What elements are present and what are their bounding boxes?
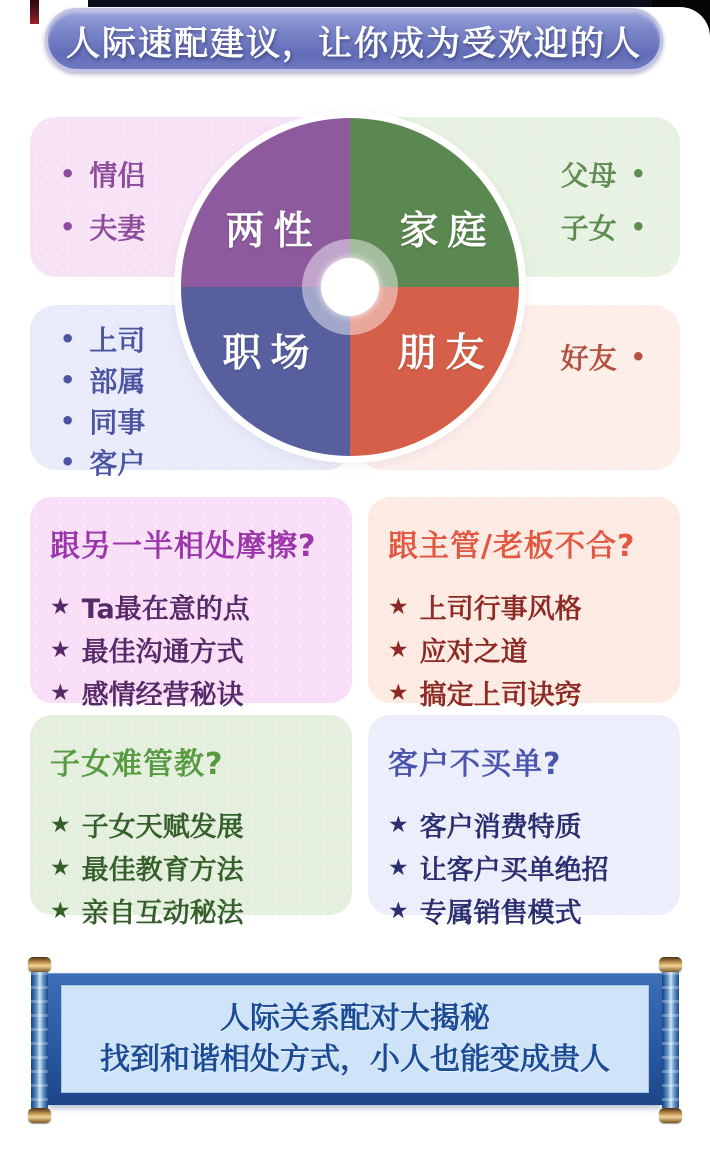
bullet-dot-icon: • — [60, 159, 76, 188]
card-item — [50, 585, 338, 628]
card-item — [388, 628, 666, 671]
roller-cap-icon — [28, 1108, 51, 1123]
card-item-label: 专属销售模式 — [419, 898, 582, 929]
bullet-dot-icon: • — [60, 324, 76, 353]
list-item-label: 夫妻 — [89, 211, 146, 245]
star-icon: ★ — [50, 593, 71, 620]
bullet-dot-icon: • — [60, 365, 76, 394]
star-icon: ★ — [50, 811, 71, 838]
list-item-label: 上司 — [89, 323, 146, 357]
card-item — [50, 803, 338, 846]
list-item-label: 情侣 — [89, 158, 146, 192]
star-icon: ★ — [50, 854, 71, 881]
wheel-segment-label-zhichang: 职场 — [222, 330, 319, 376]
list-item-label: 好友 — [560, 342, 617, 375]
card-item-list — [50, 803, 338, 932]
list-item-label: 客户 — [89, 446, 146, 480]
card-item-label: 亲自互动秘法 — [81, 898, 244, 929]
card-item-label: 子女天赋发展 — [81, 812, 244, 843]
roller-cap-icon — [659, 1108, 682, 1123]
card-item — [388, 803, 666, 846]
star-icon: ★ — [388, 679, 409, 706]
card-item — [50, 846, 338, 889]
card-title: 子女难管教? — [50, 747, 224, 782]
card-item — [388, 846, 666, 889]
bullet-dot-icon: • — [630, 343, 646, 371]
roller-rod — [31, 972, 48, 1108]
advice-card-children — [30, 715, 352, 929]
card-item-label: 搞定上司诀窍 — [419, 680, 582, 711]
card-item — [388, 889, 666, 932]
bullet-dot-icon: • — [630, 159, 646, 188]
wheel-center-hub — [321, 258, 379, 316]
card-item — [50, 889, 338, 932]
poster-top-edge — [88, 0, 710, 7]
card-item-list — [388, 803, 666, 932]
card-title: 跟主管/老板不合? — [388, 529, 636, 564]
star-icon: ★ — [388, 636, 409, 663]
card-item — [388, 585, 666, 628]
list-item-label: 子女 — [560, 211, 617, 245]
card-item-label: Ta最在意的点 — [81, 594, 250, 625]
scroll-banner — [30, 955, 680, 1125]
star-icon: ★ — [388, 811, 409, 838]
bullet-dot-icon: • — [60, 212, 76, 241]
scroll-line: 人际关系配对大揭秘 — [220, 1001, 490, 1036]
star-icon: ★ — [388, 897, 409, 924]
list-item-label: 同事 — [89, 405, 146, 439]
card-item-label: 最佳教育方法 — [81, 855, 244, 886]
scroll-frame — [48, 973, 662, 1105]
card-item-list — [50, 585, 338, 714]
card-item-label: 最佳沟通方式 — [81, 637, 244, 668]
advice-card-partner — [30, 497, 352, 711]
card-item-label: 上司行事风格 — [419, 594, 582, 625]
relationship-wheel — [181, 118, 519, 456]
advice-card-boss — [368, 497, 680, 711]
card-title: 客户不买单? — [388, 747, 562, 782]
card-item — [50, 671, 338, 714]
bullet-dot-icon: • — [60, 447, 76, 476]
card-item-label: 让客户买单绝招 — [419, 855, 609, 886]
card-item-list — [388, 585, 666, 714]
advice-card-customer — [368, 715, 680, 929]
wheel-segment-label-pengyou: 朋友 — [397, 330, 494, 376]
card-item-label: 感情经营秘诀 — [81, 680, 244, 711]
page-title: 人际速配建议，让你成为受欢迎的人 — [66, 23, 642, 64]
star-icon: ★ — [50, 897, 71, 924]
card-item — [388, 671, 666, 714]
scroll-text-panel — [61, 985, 649, 1093]
wheel-segment-label-liangxing: 两性 — [225, 208, 322, 254]
star-icon: ★ — [50, 679, 71, 706]
title-banner — [45, 8, 663, 72]
scroll-line: 找到和谐相处方式，小人也能变成贵人 — [100, 1042, 610, 1077]
card-title: 跟另一半相处摩擦? — [50, 529, 317, 564]
bullet-dot-icon: • — [630, 212, 646, 241]
list-item-label: 父母 — [560, 158, 617, 192]
scroll-roller-left — [30, 957, 49, 1123]
roller-rod — [662, 972, 679, 1108]
cropped-decoration-fragment — [30, 0, 39, 24]
card-item-label: 客户消费特质 — [419, 812, 582, 843]
star-icon: ★ — [388, 593, 409, 620]
roller-cap-icon — [28, 957, 51, 972]
wheel-segment-label-jiating: 家庭 — [399, 208, 496, 254]
scroll-roller-right — [661, 957, 680, 1123]
card-item-label: 应对之道 — [419, 637, 528, 668]
roller-cap-icon — [659, 957, 682, 972]
list-item-label: 部属 — [89, 364, 146, 398]
card-item — [50, 628, 338, 671]
star-icon: ★ — [50, 636, 71, 663]
bullet-dot-icon: • — [60, 406, 76, 435]
star-icon: ★ — [388, 854, 409, 881]
